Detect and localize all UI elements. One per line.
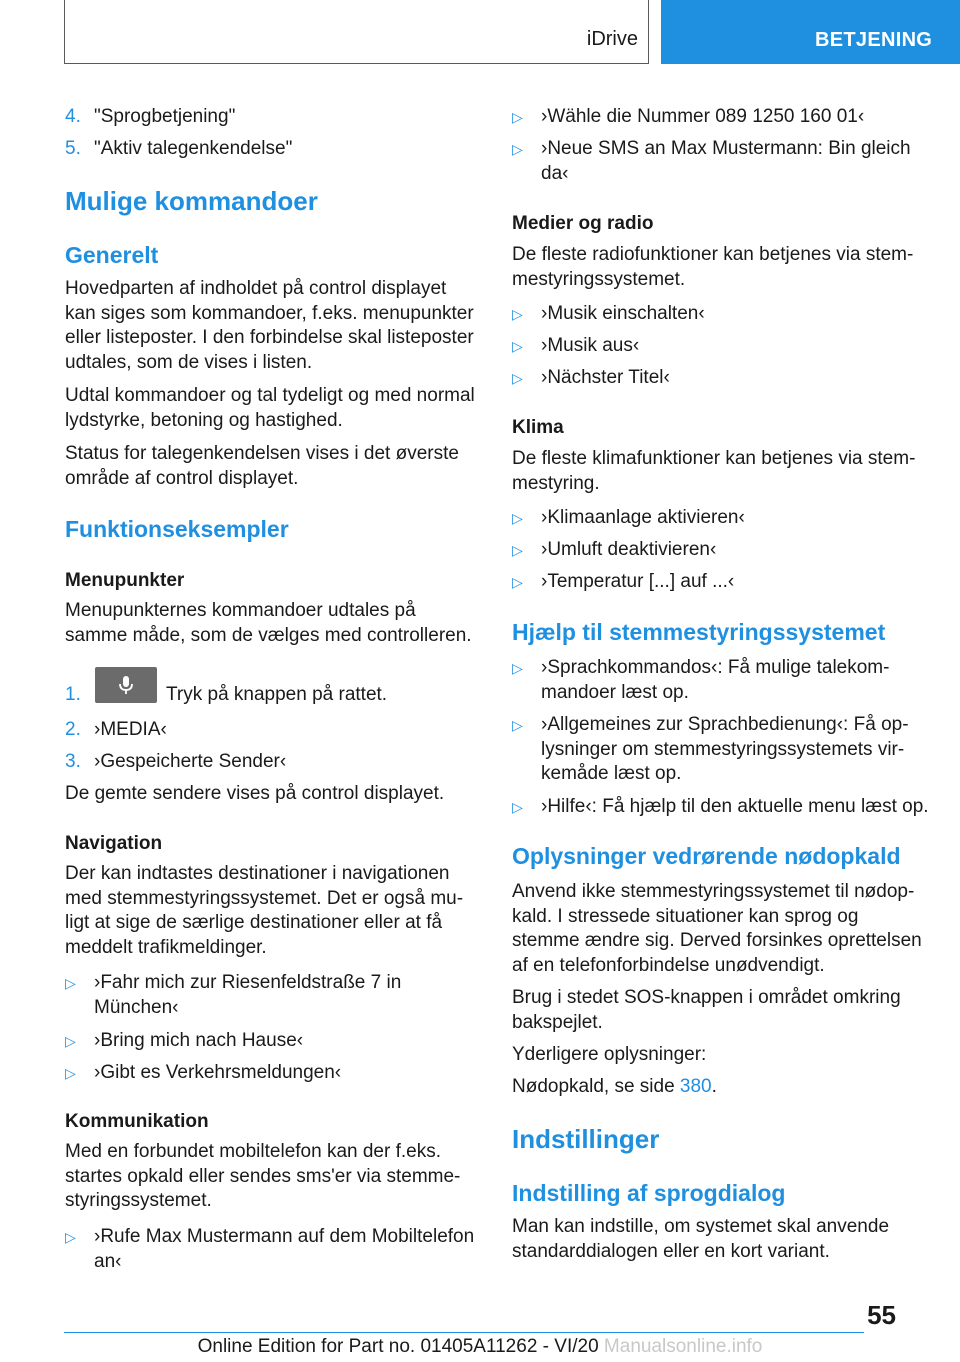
bullet-text: ›Hilfe‹: Få hjælp til den aktuelle menu læst op. <box>541 796 929 817</box>
step-number: 1. <box>65 684 81 705</box>
triangle-bullet-icon: ▷ <box>512 660 523 676</box>
list-item <box>512 366 932 391</box>
triangle-bullet-icon: ▷ <box>512 574 523 590</box>
step-number: 4. <box>65 106 81 127</box>
paragraph: Brug i stedet SOS-knappen i området omkring bakspejlet. <box>512 987 901 1033</box>
step-text: "Aktiv talegenkendelse" <box>94 138 293 159</box>
step-number: 2. <box>65 719 81 740</box>
paragraph: De fleste klimafunktioner kan betjenes via stem- mestyring. <box>512 448 916 494</box>
bullet-text: ›Musik einschalten‹ <box>541 303 705 324</box>
list-item <box>512 538 932 563</box>
list-item <box>512 713 932 788</box>
heading-mulige-kommandoer: Mulige kommandoer <box>65 186 318 216</box>
list-item <box>65 971 485 1021</box>
microphone-icon <box>95 667 157 703</box>
bullet-text: ›Wähle die Nummer 089 1250 160 01‹ <box>541 106 865 127</box>
triangle-bullet-icon: ▷ <box>512 542 523 558</box>
list-item <box>512 334 932 359</box>
bullet-text: ›Sprachkommandos‹: Få mulige talekom- mandoer læst op. <box>541 657 890 703</box>
list-item <box>65 1061 485 1086</box>
triangle-bullet-icon: ▷ <box>512 338 523 354</box>
bullet-text: ›Neue SMS an Max Mustermann: Bin gleich da‹ <box>541 138 911 184</box>
page-number: 55 <box>867 1300 896 1330</box>
heading-kommunikation: Kommunikation <box>65 1111 209 1132</box>
heading-hjaelp: Hjælp til stemmestyringssystemet <box>512 619 886 645</box>
bullet-text: ›Rufe Max Mustermann auf dem Mobiltelefon an‹ <box>94 1226 475 1272</box>
list-item <box>65 105 485 130</box>
heading-sprogdialog: Indstilling af sprogdialog <box>512 1180 786 1206</box>
triangle-bullet-icon: ▷ <box>65 1065 76 1081</box>
triangle-bullet-icon: ▷ <box>512 370 523 386</box>
paragraph: Nødopkald, se side 380. <box>512 1076 717 1097</box>
list-item <box>65 1029 485 1054</box>
step-text: Tryk på knappen på rattet. <box>166 684 388 705</box>
list-item <box>512 570 932 595</box>
bullet-text: ›Umluft deaktivieren‹ <box>541 539 717 560</box>
bullet-text: ›Gibt es Verkehrsmeldungen‹ <box>94 1062 342 1083</box>
heading-menupunkter: Menupunkter <box>65 570 185 591</box>
list-item <box>512 506 932 531</box>
heading-klima: Klima <box>512 417 564 438</box>
list-item <box>512 795 932 820</box>
paragraph: Med en forbundet mobiltelefon kan der f.eks. startes opkald eller sendes sms'er via stemme- styringssystemet. <box>65 1141 461 1211</box>
triangle-bullet-icon: ▷ <box>512 799 523 815</box>
paragraph: De fleste radiofunktioner kan betjenes via stem- mestyringssystemet. <box>512 244 914 290</box>
header-section-title: iDrive <box>586 28 638 50</box>
list-item <box>512 137 932 187</box>
triangle-bullet-icon: ▷ <box>512 109 523 125</box>
triangle-bullet-icon: ▷ <box>512 717 523 733</box>
paragraph: Hovedparten af indholdet på control displayet kan siges som kommandoer, f.eks. menupunkter eller listeposter. I den forbindelse skal listeposter udtales, som de vises i listen. <box>65 278 474 373</box>
list-item <box>65 683 485 708</box>
bullet-text: ›Temperatur [...] auf ...‹ <box>541 571 735 592</box>
heading-indstillinger: Indstillinger <box>512 1124 660 1154</box>
triangle-bullet-icon: ▷ <box>65 1033 76 1049</box>
footer-divider <box>64 1332 864 1333</box>
bullet-text: ›Klimaanlage aktivieren‹ <box>541 507 745 528</box>
paragraph: Anvend ikke stemmestyringssystemet til nødop- kald. I stressede situationer kan sprog og stemme ændre sig. Derved forsinkes oprettelsen af en telefonforbindelse unødvendigt. <box>512 881 922 976</box>
header-chapter-tab[interactable]: BETJENING <box>661 0 960 64</box>
paragraph: Yderligere oplysninger: <box>512 1044 707 1065</box>
bullet-text: ›Bring mich nach Hause‹ <box>94 1030 304 1051</box>
footer <box>0 1336 960 1358</box>
heading-oplysninger: Oplysninger vedrørende nødopkald <box>512 843 901 869</box>
step-text: "Sprogbetjening" <box>94 106 236 127</box>
paragraph: Der kan indtastes destinationer i navigationen med stemmestyringssystemet. Det er også mu- ligt at sige de særlige destinationer eller at få meddelt trafikmeldinger. <box>65 863 464 958</box>
step-text: ›Gespeicherte Sender‹ <box>94 751 287 772</box>
paragraph: Status for talegenkendelsen vises i det øverste område af control displayet. <box>65 443 459 489</box>
paragraph: Menupunkternes kommandoer udtales på samme måde, som de vælges med controlleren. <box>65 600 472 646</box>
paragraph: De gemte sendere vises på control displayet. <box>65 783 445 804</box>
bullet-text: ›Musik aus‹ <box>541 335 640 356</box>
list-item <box>512 656 932 706</box>
triangle-bullet-icon: ▷ <box>512 510 523 526</box>
watermark: Manualsonline.info <box>603 1336 763 1357</box>
list-item <box>512 302 932 327</box>
list-item <box>65 1225 485 1275</box>
triangle-bullet-icon: ▷ <box>65 975 76 991</box>
step-text: ›MEDIA‹ <box>94 719 167 740</box>
list-item <box>512 105 932 130</box>
heading-funktionseksempler: Funktionseksempler <box>65 516 289 542</box>
triangle-bullet-icon: ▷ <box>512 306 523 322</box>
header-frame <box>64 0 649 64</box>
bullet-text: ›Allgemeines zur Sprachbedienung‹: Få op- lysninger om stemmestyringssystemets vir- kemåde læst op. <box>541 714 909 784</box>
page-link[interactable]: 380 <box>679 1076 712 1097</box>
list-item <box>65 137 485 162</box>
heading-generelt: Generelt <box>65 242 159 268</box>
heading-medier-og-radio: Medier og radio <box>512 213 654 234</box>
bullet-text: ›Fahr mich zur Riesenfeldstraße 7 in München‹ <box>94 972 402 1018</box>
list-item <box>65 718 485 743</box>
paragraph: Man kan indstille, om systemet skal anvende standarddialogen eller en kort variant. <box>512 1216 890 1262</box>
paragraph: Udtal kommandoer og tal tydeligt og med normal lydstyrke, betoning og hastighed. <box>65 385 475 431</box>
triangle-bullet-icon: ▷ <box>512 141 523 157</box>
step-number: 3. <box>65 751 81 772</box>
triangle-bullet-icon: ▷ <box>65 1229 76 1245</box>
step-number: 5. <box>65 138 81 159</box>
bullet-text: ›Nächster Titel‹ <box>541 367 670 388</box>
footer-edition-text: Online Edition for Part no. 01405A11262 - VI/20 <box>197 1336 599 1357</box>
heading-navigation: Navigation <box>65 833 163 854</box>
list-item <box>65 750 485 775</box>
